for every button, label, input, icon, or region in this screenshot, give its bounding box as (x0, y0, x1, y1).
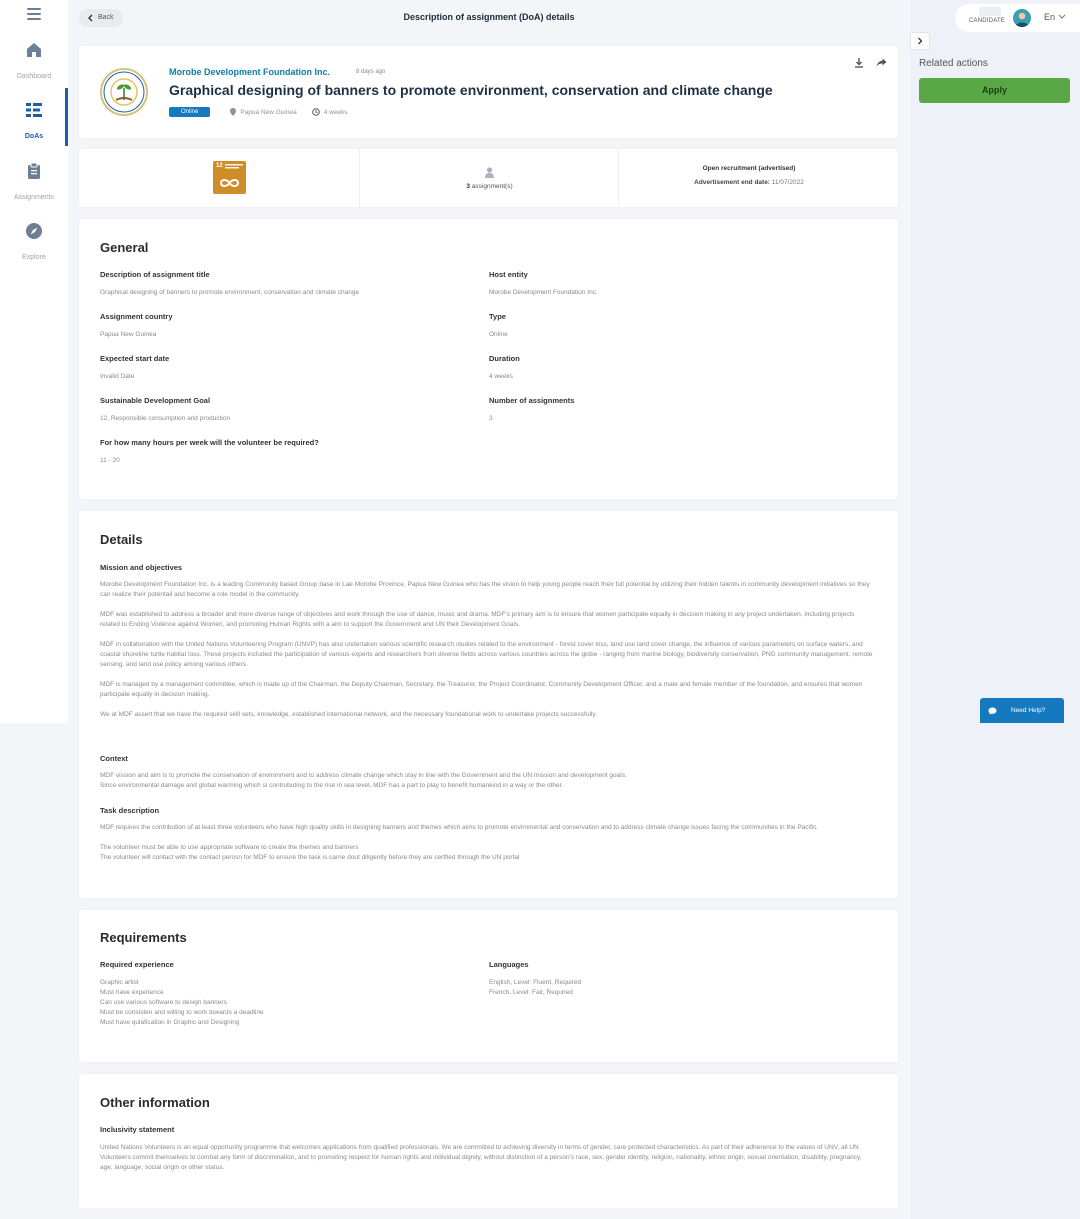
field-value: 3 (489, 415, 493, 422)
field-value: Invalid Date (100, 373, 135, 380)
location-meta (230, 108, 296, 116)
related-actions-title: Related actions (919, 58, 988, 69)
field-label: Type (489, 312, 506, 321)
context-label: Context (100, 754, 128, 763)
sdg-number: 12 (216, 163, 223, 169)
language-item: French, Level: Fair, Required (489, 989, 573, 996)
need-help-label: Need Help? (1011, 707, 1046, 714)
language-item: English, Level: Fluent, Required (489, 979, 582, 986)
section-title-requirements: Requirements (100, 930, 187, 945)
field-value: Morobe Development Foundation Inc. (489, 289, 598, 296)
field-label: Assignment country (100, 312, 173, 321)
chevron-down-icon (1058, 14, 1066, 20)
experience-item: Graphic artist (100, 979, 139, 986)
ad-end-label: Advertisement end date: (694, 179, 770, 186)
duration-text: 4 weeks (323, 108, 348, 116)
recruitment-status: Open recruitment (advertised) (702, 165, 796, 172)
field-label: Duration (489, 354, 520, 363)
context-line: MDF vission and aim is to promote the conservation of environment and to address climate change which stay in line with the Government and the UN mission and development goals. (100, 772, 627, 779)
download-icon[interactable] (854, 58, 864, 68)
organization-logo (100, 68, 148, 116)
person-icon (485, 167, 494, 178)
field-value: 12. Responsible consumption and production (100, 415, 231, 422)
field-value: 11 - 20 (100, 457, 120, 464)
assignments-count (360, 183, 619, 190)
experience-list (100, 978, 264, 1028)
field-value: Online (489, 331, 508, 338)
organization-name-link[interactable]: Morobe Development Foundation Inc. (169, 67, 331, 77)
field-label: Sustainable Development Goal (100, 396, 211, 405)
languages-list (489, 978, 581, 998)
assignments-column (359, 149, 618, 207)
field-label: Expected start date (100, 354, 170, 363)
avatar-icon (1013, 9, 1031, 27)
assignments-suffix: assignment(s) (471, 183, 513, 190)
chat-icon (988, 707, 997, 715)
header-actions (854, 58, 887, 68)
sdg-column (79, 149, 359, 207)
assignments-number: 3 (466, 183, 470, 190)
recruitment-column (618, 149, 898, 207)
task-label: Task description (100, 806, 160, 815)
right-panel (910, 0, 1080, 1219)
organization-logo-icon (102, 70, 146, 114)
main-content (68, 0, 910, 1219)
languages-label: Languages (489, 960, 529, 969)
clipboard-icon (25, 162, 43, 180)
general-section (79, 219, 898, 499)
mission-label: Mission and objectives (100, 563, 183, 572)
user-menu[interactable] (955, 4, 1080, 32)
experience-item: Must have experience (100, 989, 164, 996)
experience-label: Required experience (100, 960, 174, 969)
sidebar-item-label: DoAs (24, 133, 44, 140)
field-label: Description of assignment title (100, 270, 210, 279)
sidebar-item-doas[interactable] (0, 101, 68, 143)
avatar[interactable] (1013, 9, 1031, 27)
experience-item: Must have qulafication in Graphic and Designing (100, 1019, 240, 1026)
sidebar-item-label: Dashboard (16, 73, 52, 80)
duration-meta (312, 108, 348, 116)
role-placeholder (979, 7, 1001, 16)
chevron-right-icon (917, 37, 923, 45)
assignment-meta (169, 107, 363, 117)
back-label: Back (98, 14, 114, 21)
posted-time: 8 days ago (356, 69, 386, 75)
field-value: Graphical designing of banners to promote environment, conservation and climate change (100, 289, 360, 296)
top-bar (68, 0, 910, 36)
mission-paragraph: MDF is managed by a management committee, which is made up of the Chairman, the Deputy Chairman, Secretary, the Treasurer, the Project Coordinator, Community Development Officer, and a male and female member of the foundation, and ensures that women participate equally in decision making. (100, 681, 863, 698)
field-label: Host entity (489, 270, 528, 279)
language-selector[interactable] (1044, 12, 1066, 22)
mission-paragraph: MDF in collaboration with the United Nations Volunteering Program (UNVP) has also undertaken various scientific research studies related to the environment - forest cover loss, land use land cover change, the influence of various parameters on surface waters, and coastal shoreline turtle habitat loss. These projects included the participation of various experts and researchers from diverse fields across various countries across the globe - ranging from marine biology, biodiversity conservation, PNG community management, remote sensing, and land use policy among various others. (100, 641, 873, 668)
role-label: CANDIDATE (969, 18, 1006, 24)
mission-paragraph: MDF was established to address a broader and more diverse range of objectives and work through the use of dance, music and drama. MDF's primary aim is to ensure that women participate equally in decision making in any project undertaken, including projects related to Ending Violence against Women, and promoting Human Rights with a aim to support the Government and UN their Development Goals. (100, 611, 855, 628)
sidebar-item-explore[interactable] (0, 222, 68, 264)
context-line: Since environmental damage and global warming which si contrubuting to the rise in sea level, MDF has a part to play to benefit humankind in a way or the other. (100, 782, 564, 789)
field-value: 4 weeks (489, 373, 513, 380)
section-title-other: Other information (100, 1095, 210, 1110)
inclusivity-text: United Nations Volunteers is an equal opportunity programme that welcomes applications from qualified professionals. We are committed to achieving diversity in terms of gender, care protected characteristics. As part of their adherence to the values of UNV, all UN Volunteers commit themselves to combat any form of discrimination, and to promoting respect for human rights and individual dignity, without distinction of a person's race, sex, gender identity, religion, nationality, ethnic origin, sexual orientation, disability, pregnancy, age, language, social origin or other status. (100, 1144, 862, 1171)
apply-button[interactable]: Apply (919, 78, 1070, 103)
other-information-section (79, 1074, 898, 1208)
task-line: The volunteer must be able to use appropriate software to create the themes and banners (100, 844, 359, 851)
list-icon (25, 101, 43, 119)
share-icon[interactable] (876, 58, 887, 68)
location-pin-icon (230, 108, 236, 116)
location-text: Papua New Guinea (240, 108, 297, 116)
compass-icon (25, 222, 43, 240)
sidebar-item-dashboard[interactable] (0, 41, 68, 83)
requirements-section (79, 910, 898, 1062)
sidebar-item-label: Assignments (13, 194, 55, 201)
sidebar-item-label: Explore (22, 254, 46, 261)
sdg-tile (213, 161, 246, 194)
mission-paragraph: We at MDF assert that we have the required skill sets, knowledge, established international network, and the necessary foundational work to undertake projects successfully. (100, 711, 597, 718)
inclusivity-label: Inclusivity statement (100, 1125, 175, 1134)
clock-icon (312, 108, 320, 116)
assignment-header-card (79, 46, 898, 138)
details-section (79, 511, 898, 898)
task-line: MDF requires the contribution of at least three volunteers who have high quality skills in designing banners and themes which aims to promote envirnmental and conservation and to address climate change issues facing the communities in the Pacific. (100, 824, 819, 831)
experience-item: Must be consisten and willing to work towards a deadline (100, 1009, 264, 1016)
experience-item: Can use various software to design banners (100, 999, 227, 1006)
field-label: Number of assignments (489, 396, 575, 405)
field-label: For how many hours per week will the volunteer be required? (100, 438, 319, 447)
advertisement-end-date (619, 179, 879, 186)
ad-end-value: 11/07/2022 (771, 179, 804, 186)
infinity-icon (213, 161, 246, 194)
field-value: Papua New Guinea (100, 331, 157, 338)
type-badge: Online (169, 107, 210, 117)
page-title: Description of assignment (DoA) details (403, 12, 575, 22)
hamburger-menu-icon[interactable] (27, 8, 41, 23)
assignment-summary-card (79, 149, 898, 207)
left-sidebar (0, 0, 68, 723)
mission-paragraph: Morobe Development Foundation Inc. is a leading Community based Group base in Lae Morobe Province, Papua New Guinea who has the vision to help young people reach their full potential by utilizing their hidden talents in community development initiatives so they can realize their potentail and become a role model in the community. (100, 581, 870, 598)
language-value: En (1044, 12, 1056, 22)
assignment-title: Graphical designing of banners to promote environment, conservation and climate change (169, 82, 773, 98)
need-help-button[interactable] (980, 698, 1064, 723)
section-title-details: Details (100, 532, 143, 547)
sidebar-item-assignments[interactable] (0, 162, 68, 204)
section-title-general: General (100, 240, 149, 255)
task-line: The volunteer will contact with the contact perosn for MDF to ensure the task is carrie dout diligenlty before they are certfied through the UN portal (100, 854, 520, 861)
collapse-panel-button[interactable] (910, 32, 930, 50)
home-icon (25, 41, 43, 59)
